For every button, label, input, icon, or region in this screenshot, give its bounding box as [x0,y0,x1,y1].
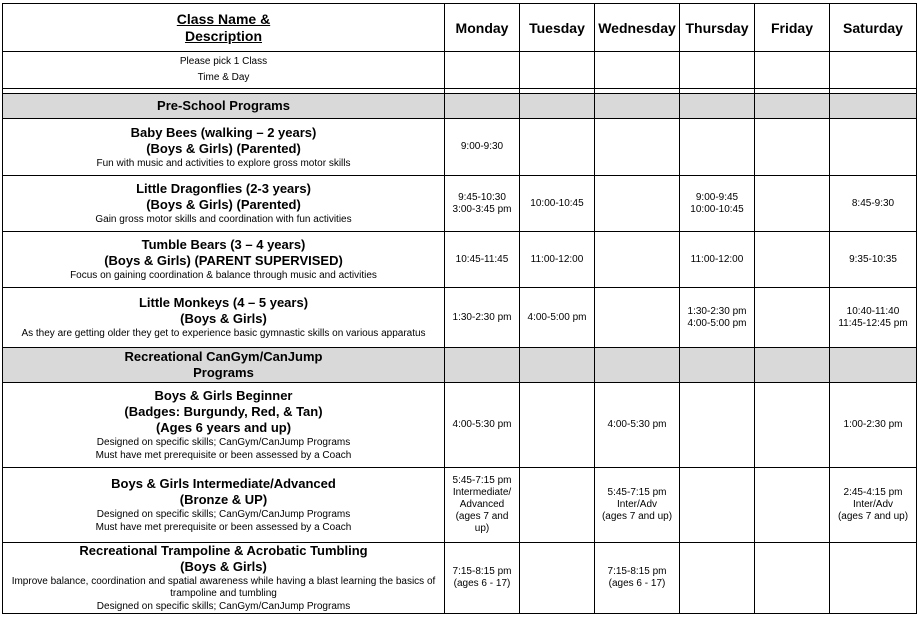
empty-cell [680,94,755,119]
time-slot: 10:00-10:45 [530,197,584,209]
time-slot: 9:00-9:45 [695,191,739,203]
time-slot: 8:45-9:30 [851,197,895,209]
class-title: (Bronze & UP) [179,492,268,507]
time-cell-wednesday [595,232,680,288]
empty-cell [445,94,520,119]
empty-cell [755,348,830,383]
pick-instructions [3,52,445,89]
class-title: (Boys & Girls) [180,311,267,326]
time-cell-tuesday [520,383,595,468]
time-cell-wednesday [595,288,680,348]
day-header-tuesday: Tuesday [520,4,595,52]
time-slot: 5:45-7:15 pm [452,475,512,486]
class-title: (Boys & Girls) (Parented) [146,197,301,212]
section-title-line1: Recreational CanGym/CanJump [124,349,323,364]
empty-cell [520,52,595,89]
time-cell-thursday [680,468,755,543]
time-cell-thursday [680,383,755,468]
time-cell-friday [755,119,830,176]
time-slot: (ages 7 and up) [455,511,509,534]
time-cell-monday [445,119,520,176]
empty-cell [830,52,917,89]
empty-cell [445,348,520,383]
time-cell-tuesday [520,232,595,288]
empty-cell [520,94,595,119]
section-row-preschool [3,94,917,119]
class-description: Designed on specific skills; CanGym/CanJump Programs [96,601,351,612]
time-cell-tuesday [520,543,595,614]
time-cell-friday [755,232,830,288]
pick-row [3,52,917,89]
empty-cell [595,94,680,119]
time-cell-wednesday [595,383,680,468]
time-cell-friday [755,543,830,614]
schedule-table [2,3,917,614]
class-title: Little Monkeys (4 – 5 years) [138,295,309,310]
class-description: Fun with music and activities to explore gross motor skills [96,157,351,169]
empty-cell [680,52,755,89]
time-cell-saturday [830,232,917,288]
section-title-preschool [3,94,445,119]
class-title: Baby Bees (walking – 2 years) [130,124,317,140]
class-row [3,383,917,468]
empty-cell [520,348,595,383]
time-slot: 10:45-11:45 [455,253,509,265]
empty-cell [595,348,680,383]
class-description-cell [3,232,445,288]
empty-cell [595,52,680,89]
time-slot: 3:00-3:45 pm [452,203,512,215]
time-slot: (ages 6 - 17) [608,578,666,589]
class-title: Little Dragonflies (2-3 years) [136,181,311,196]
time-slot: 11:45-12:45 pm [838,317,908,329]
empty-cell [755,94,830,119]
time-cell-thursday [680,543,755,614]
class-title: (Boys & Girls) (Parented) [146,140,301,156]
class-header-line2: Description [184,27,262,44]
time-slot: (ages 7 and up) [837,511,909,522]
time-cell-saturday [830,468,917,543]
class-description-cell [3,383,445,468]
empty-cell [680,348,755,383]
time-slot: 4:00-5:00 pm [527,311,587,323]
empty-cell [755,52,830,89]
time-slot: 1:30-2:30 pm [687,305,747,317]
time-cell-tuesday [520,468,595,543]
time-slot: 5:45-7:15 pm [607,487,667,498]
time-slot: (ages 7 and up) [601,511,673,522]
time-cell-monday [445,543,520,614]
time-slot: 10:40-11:40 [846,305,900,317]
time-slot: (ages 6 - 17) [453,578,511,589]
day-header-thursday: Thursday [680,4,755,52]
pick-line1: Please pick 1 Class [179,56,268,67]
time-slot: Inter/Adv [852,499,894,510]
time-slot: 7:15-8:15 pm [607,566,667,577]
day-header-monday: Monday [445,4,520,52]
class-header-line1: Class Name & [176,10,271,27]
time-slot: 9:35-10:35 [849,253,897,265]
class-description-cell [3,468,445,543]
day-header-friday: Friday [755,4,830,52]
time-cell-tuesday [520,288,595,348]
class-description-cell [3,119,445,176]
time-slot: 9:45-10:30 [458,191,506,203]
class-description: As they are getting older they get to experience basic gymnastic skills on various apparatus [21,328,426,339]
day-header-wednesday: Wednesday [595,4,680,52]
day-header-saturday: Saturday [830,4,917,52]
header-row [3,4,917,52]
time-cell-saturday [830,288,917,348]
class-description-cell [3,176,445,232]
time-cell-monday [445,232,520,288]
time-cell-monday [445,288,520,348]
class-row [3,176,917,232]
class-column-header [3,4,445,52]
class-title: (Badges: Burgundy, Red, & Tan) [124,404,323,419]
class-row [3,543,917,614]
time-slot: Intermediate/ [452,487,512,498]
class-title: (Ages 6 years and up) [155,420,292,435]
time-cell-thursday [680,176,755,232]
time-cell-friday [755,288,830,348]
time-slot: 1:30-2:30 pm [452,311,512,323]
time-cell-friday [755,176,830,232]
time-cell-monday [445,383,520,468]
class-title: (Boys & Girls) [180,559,267,574]
section-title-line2: Programs [193,365,254,380]
class-title: Tumble Bears (3 – 4 years) [141,237,306,252]
time-cell-thursday [680,288,755,348]
empty-cell [830,94,917,119]
class-row [3,119,917,176]
time-cell-friday [755,383,830,468]
class-title: Boys & Girls Beginner [154,388,293,403]
time-cell-saturday [830,176,917,232]
time-cell-tuesday [520,176,595,232]
class-description: Designed on specific skills; CanGym/CanJump Programs [96,437,351,448]
empty-cell [445,52,520,89]
time-slot: 7:15-8:15 pm [452,566,512,577]
time-cell-friday [755,468,830,543]
time-cell-thursday [680,119,755,176]
time-cell-monday [445,468,520,543]
class-description: Designed on specific skills; CanGym/CanJump Programs [96,509,351,520]
time-slot: Inter/Adv [616,499,658,510]
section-row-recreational [3,348,917,383]
time-cell-saturday [830,119,917,176]
time-cell-monday [445,176,520,232]
time-slot: 2:45-4:15 pm [843,487,903,498]
time-slot: 4:00-5:30 pm [607,419,667,430]
time-slot: Advanced [459,499,505,510]
class-description: Must have met prerequisite or been assessed by a Coach [95,450,352,461]
empty-cell [830,348,917,383]
time-cell-saturday [830,383,917,468]
time-slot: 4:00-5:00 pm [687,317,747,329]
time-cell-wednesday [595,176,680,232]
time-cell-wednesday [595,468,680,543]
class-title: Recreational Trampoline & Acrobatic Tumbling [79,543,368,558]
class-title: Boys & Girls Intermediate/Advanced [111,476,336,491]
section-title-recreational [3,348,445,383]
time-cell-thursday [680,232,755,288]
time-slot: 9:00-9:30 [460,141,504,152]
pick-line2: Time & Day [197,72,250,83]
time-slot: 1:00-2:30 pm [843,419,903,430]
time-cell-wednesday [595,543,680,614]
time-slot: 11:00-12:00 [690,253,744,265]
class-description: Gain gross motor skills and coordination with fun activities [95,214,352,225]
class-title: (Boys & Girls) (PARENT SUPERVISED) [104,253,343,268]
time-slot: 4:00-5:30 pm [452,419,512,430]
time-cell-tuesday [520,119,595,176]
class-row [3,232,917,288]
time-cell-wednesday [595,119,680,176]
time-slot: 10:00-10:45 [690,203,744,215]
class-description-cell [3,543,445,614]
class-row [3,288,917,348]
class-row [3,468,917,543]
section-title-line1: Pre-School Programs [157,98,290,113]
class-description: Improve balance, coordination and spatial awareness while having a blast learning the basics of trampoline and tumbling [11,576,436,599]
class-description: Must have met prerequisite or been assessed by a Coach [95,522,352,533]
class-description-cell [3,288,445,348]
class-description: Focus on gaining coordination & balance through music and activities [70,270,377,281]
time-slot: 11:00-12:00 [530,253,584,265]
time-cell-saturday [830,543,917,614]
